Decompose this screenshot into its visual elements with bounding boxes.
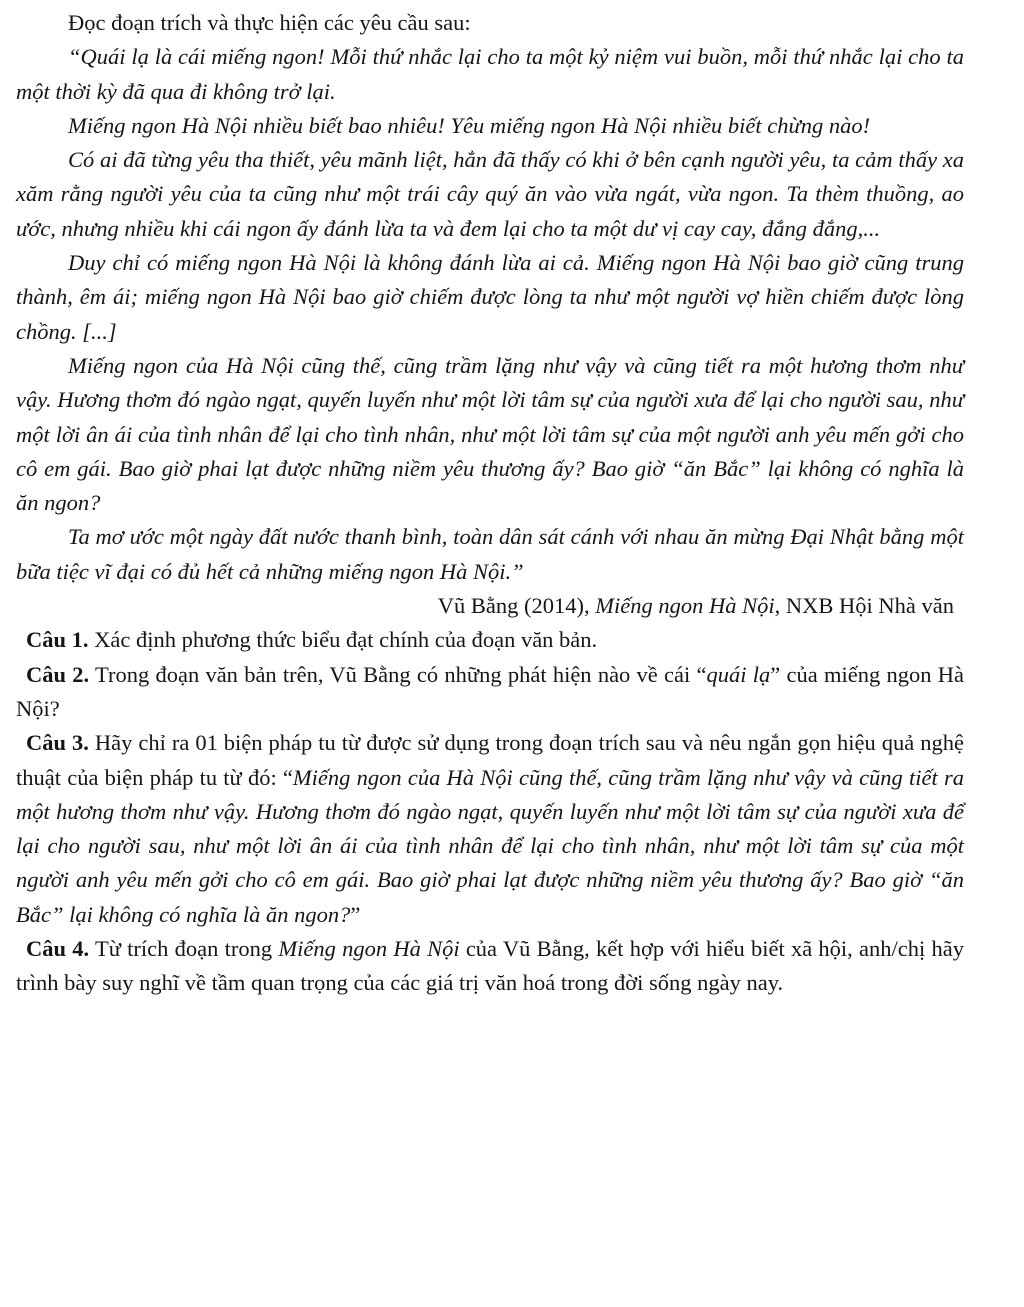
reading-comprehension-document bbox=[16, 6, 964, 1001]
question-text-end: ” của miếng ngon Hà Nội? bbox=[16, 661, 965, 721]
source-book-title: Miếng ngon Hà Nội bbox=[595, 593, 775, 619]
question-label: Câu 4. bbox=[26, 936, 90, 962]
questions bbox=[16, 623, 964, 1000]
question-text: Xác định phương thức biểu đạt chính của đoạn văn bản. bbox=[88, 627, 598, 653]
source-citation bbox=[16, 589, 964, 623]
question-emphasis: quái lạ bbox=[706, 661, 771, 687]
instruction: Đọc đoạn trích và thực hiện các yêu cầu sau: bbox=[68, 10, 471, 35]
question-2 bbox=[16, 658, 964, 727]
source-author-year: Vũ Bằng (2014), bbox=[437, 593, 596, 619]
question-text-end: của Vũ Bằng, kết hợp với hiểu biết xã hội, anh/chị hãy trình bày suy nghĩ về tầm quan trọng của các giá trị văn hoá trong đời sống ngày nay. bbox=[16, 936, 965, 996]
excerpt bbox=[16, 40, 964, 589]
question-label: Câu 1. bbox=[26, 627, 89, 653]
question-4 bbox=[16, 932, 964, 1001]
question-label: Câu 2. bbox=[26, 661, 90, 687]
question-text-end: ” bbox=[350, 901, 361, 927]
question-1 bbox=[16, 623, 964, 657]
question-3 bbox=[16, 726, 964, 932]
question-text: Trong đoạn văn bản trên, Vũ Bằng có những phát hiện nào về cái “ bbox=[89, 661, 707, 687]
question-quoted-passage: Miếng ngon của Hà Nội cũng thế, cũng trầm lặng như vậy và cũng tiết ra một hương thơm như vậy. Hương thơm đó ngào ngạt, quyến luyến như một lời tâm sự của người xưa để lại cho người sau, như một lời ân ái của tình nhân để lại cho tình nhân, như một lời tâm sự của một người anh yêu mến gởi cho cô em gái. Bao giờ phai lạt được những niềm yêu thương ấy? Bao giờ “ăn Bắc” lại không có nghĩa là ăn ngon? bbox=[16, 764, 964, 927]
source-publisher: , NXB Hội Nhà văn bbox=[774, 593, 954, 619]
excerpt-paragraph-6: Ta mơ ước một ngày đất nước thanh bình, toàn dân sát cánh với nhau ăn mừng Đại Nhật bằng một bữa tiệc vĩ đại có đủ hết cả những miếng ngon Hà Nội.” bbox=[16, 524, 964, 584]
cropped-header-fragment bbox=[20, 0, 480, 4]
excerpt-paragraph-1: “Quái lạ là cái miếng ngon! Mỗi thứ nhắc lại cho ta một kỷ niệm vui buồn, mỗi thứ nhắc lại cho ta một thời kỳ đã qua đi không trở lại. bbox=[16, 44, 964, 104]
question-label: Câu 3. bbox=[26, 730, 89, 756]
excerpt-paragraph-2: Miếng ngon Hà Nội nhiều biết bao nhiêu! Yêu miếng ngon Hà Nội nhiều biết chừng nào! bbox=[68, 112, 871, 138]
question-book-title: Miếng ngon Hà Nội bbox=[278, 936, 460, 962]
question-text: Từ trích đoạn trong bbox=[89, 936, 279, 962]
excerpt-paragraph-5: Miếng ngon của Hà Nội cũng thế, cũng trầm lặng như vậy và cũng tiết ra một hương thơm như vậy. Hương thơm đó ngào ngạt, quyến luyến như một lời tâm sự của người xưa để lại cho người sau, như một lời ân ái của tình nhân để lại cho tình nhân, như một lời tâm sự của một người anh yêu mến gởi cho cô em gái. Bao giờ phai lạt được những niềm yêu thương ấy? Bao giờ “ăn Bắc” lại không có nghĩa là ăn ngon? bbox=[16, 352, 964, 516]
question-text: Hãy chỉ ra 01 biện pháp tu từ được sử dụng trong đoạn trích sau và nêu ngắn gọn hiệu quả nghệ thuật của biện pháp tu từ đó: “ bbox=[16, 730, 965, 790]
excerpt-paragraph-3: Có ai đã từng yêu tha thiết, yêu mãnh liệt, hẳn đã thấy có khi ở bên cạnh người yêu, ta cảm thấy xa xăm rằng người yêu của ta cũng như một trái cây quý ăn vào vừa ngát, vừa ngon. Ta thèm thuồng, ao ước, nhưng nhiều khi cái ngon ấy đánh lừa ta và đem lại cho ta một dư vị cay cay, đắng đắng,... bbox=[16, 147, 964, 241]
excerpt-paragraph-4: Duy chỉ có miếng ngon Hà Nội là không đánh lừa ai cả. Miếng ngon Hà Nội bao giờ cũng trung thành, êm ái; miếng ngon Hà Nội bao giờ chiếm được lòng ta như một người vợ hiền chiếm được lòng chồng. [...] bbox=[16, 250, 964, 344]
